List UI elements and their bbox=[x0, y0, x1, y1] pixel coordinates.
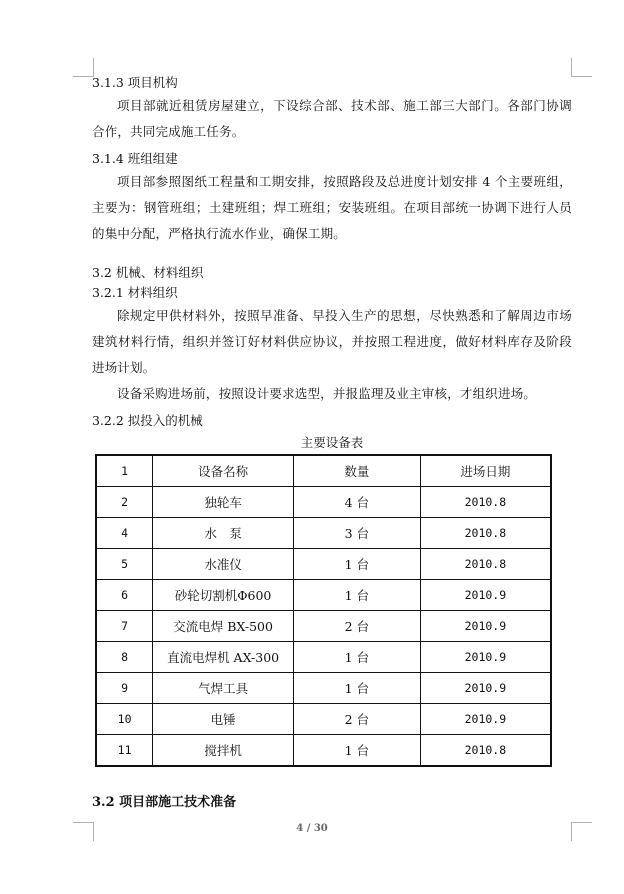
cell-qty: 2 台 bbox=[294, 611, 421, 642]
heading-3-2: 3.2 机械、材料组织 bbox=[92, 265, 204, 280]
cell-qty: 1 台 bbox=[294, 580, 421, 611]
table-row bbox=[96, 518, 551, 549]
table-row bbox=[96, 735, 551, 767]
cell-qty: 1 台 bbox=[294, 735, 421, 767]
cell-date: 2010.9 bbox=[420, 642, 551, 673]
cell-no: 6 bbox=[96, 580, 153, 611]
cell-no: 5 bbox=[96, 549, 153, 580]
heading-technical-preparation: 3.2 项目部施工技术准备 bbox=[92, 795, 237, 810]
cell-date: 2010.8 bbox=[420, 735, 551, 767]
table-title: 主要设备表 bbox=[300, 435, 364, 450]
cell-name: 直流电焊机 AX-300 bbox=[153, 642, 294, 673]
table-header-row bbox=[96, 455, 551, 487]
table-row bbox=[96, 611, 551, 642]
header-name: 设备名称 bbox=[153, 455, 294, 487]
cell-no: 9 bbox=[96, 673, 153, 704]
cell-no: 10 bbox=[96, 704, 153, 735]
heading-3-2-2: 3.2.2 拟投入的机械 bbox=[92, 413, 203, 428]
cell-name: 砂轮切割机Φ600 bbox=[153, 580, 294, 611]
heading-3-1-3: 3.1.3 项目机构 bbox=[92, 75, 178, 90]
cell-date: 2010.9 bbox=[420, 704, 551, 735]
cell-date: 2010.9 bbox=[420, 673, 551, 704]
table-row bbox=[96, 487, 551, 518]
header-qty: 数量 bbox=[294, 455, 421, 487]
cell-no: 11 bbox=[96, 735, 153, 767]
crop-mark-top-left bbox=[73, 58, 94, 77]
cell-name: 水准仪 bbox=[153, 549, 294, 580]
cell-no: 8 bbox=[96, 642, 153, 673]
paragraph-equipment-procurement: 设备采购进场前，按照设计要求选型，并报监理及业主审核，才组织进场。 bbox=[117, 386, 537, 401]
table-row bbox=[96, 642, 551, 673]
cell-name: 搅拌机 bbox=[153, 735, 294, 767]
heading-3-1-4: 3.1.4 班组组建 bbox=[92, 151, 178, 166]
paragraph-material-organization: 除规定甲供材料外，按照早准备、早投入生产的思想，尽快熟悉和了解周边市场建筑材料行情，组织并签订好材料供应协议，并按照工程进度，做好材料库存及阶段进场计划。 bbox=[92, 308, 572, 375]
heading-3-2-1: 3.2.1 材料组织 bbox=[92, 285, 178, 300]
cell-no: 4 bbox=[96, 518, 153, 549]
equipment-table bbox=[95, 454, 552, 767]
cell-date: 2010.8 bbox=[420, 549, 551, 580]
cell-name: 气焊工具 bbox=[153, 673, 294, 704]
cell-name: 水 泵 bbox=[153, 518, 294, 549]
cell-date: 2010.8 bbox=[420, 487, 551, 518]
cell-qty: 1 台 bbox=[294, 642, 421, 673]
table-row bbox=[96, 704, 551, 735]
header-no: 1 bbox=[96, 455, 153, 487]
cell-no: 7 bbox=[96, 611, 153, 642]
table-row bbox=[96, 549, 551, 580]
page-number: 4 / 30 bbox=[296, 823, 328, 834]
table-row bbox=[96, 673, 551, 704]
document-body bbox=[92, 73, 572, 813]
cell-no: 2 bbox=[96, 487, 153, 518]
cell-qty: 1 台 bbox=[294, 549, 421, 580]
cell-qty: 3 台 bbox=[294, 518, 421, 549]
paragraph-project-organization: 项目部就近租赁房屋建立，下设综合部、技术部、施工部三大部门。各部门协调合作，共同完成施工任务。 bbox=[92, 98, 572, 139]
cell-qty: 2 台 bbox=[294, 704, 421, 735]
cell-name: 独轮车 bbox=[153, 487, 294, 518]
cell-date: 2010.9 bbox=[420, 611, 551, 642]
cell-name: 交流电焊 BX-500 bbox=[153, 611, 294, 642]
cell-date: 2010.8 bbox=[420, 518, 551, 549]
header-date: 进场日期 bbox=[420, 455, 551, 487]
crop-mark-top-right bbox=[571, 58, 592, 77]
paragraph-team-setup: 项目部参照图纸工程量和工期安排，按照路段及总进度计划安排 4 个主要班组，主要为：钢管班组；土建班组；焊工班组；安装班组。在项目部统一协调下进行人员的集中分配，严格执行流水作业，确保工期。 bbox=[92, 174, 572, 241]
table-row bbox=[96, 580, 551, 611]
cell-date: 2010.9 bbox=[420, 580, 551, 611]
cell-qty: 1 台 bbox=[294, 673, 421, 704]
cell-qty: 4 台 bbox=[294, 487, 421, 518]
cell-name: 电锤 bbox=[153, 704, 294, 735]
